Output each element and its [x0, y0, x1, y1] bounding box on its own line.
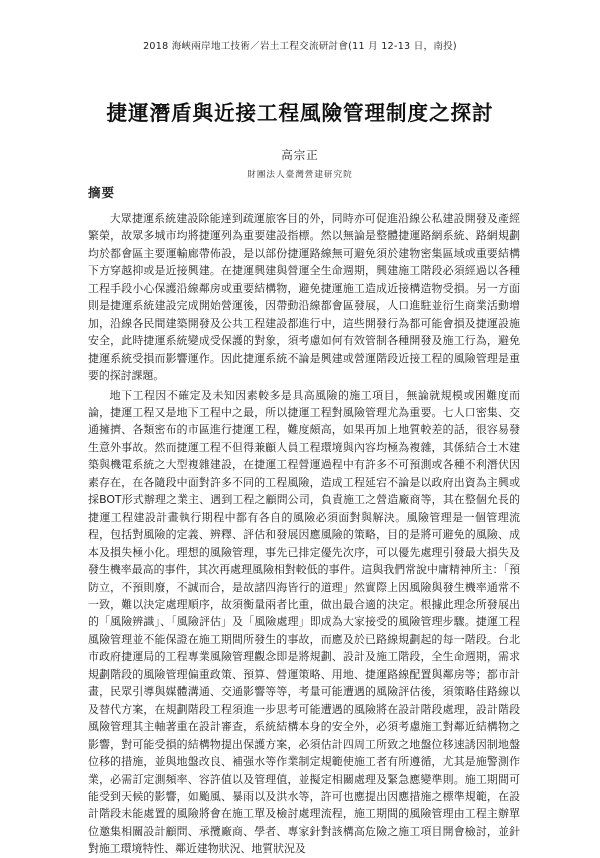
abstract-heading: 摘要 — [88, 185, 116, 200]
author-name: 高宗正 — [281, 148, 319, 162]
abstract-paragraph-1: 大眾捷運系統建設除能達到疏運旅客目的外，同時亦可促進沿線公私建設開發及產經繁榮，故眾多城市均將捷運列為重要建設指標。然以無論是整體捷運路網系統、路網規劃均於都會區主要運輸廊帶佈設，是以部份捷運路線無可避免須於建物密集區域或重要結構下方穿越抑或是近接興建。在捷運興建與營運全生命週期，興建施工階段必須經過以各種工程手段小心保護沿線鄰房或重要結構物，避免捷運施工造成近接構造物受損。另一方面則是捷運系統建設完成開始營運後，因帶動沿線都會區發展，人口進駐並衍生商業活動增加，沿線各民間建築開發及公共工程建設都進行中，這些開發行為都可能會損及捷運設施安全，此時捷運系統變成受保護的對象，須考慮如何有效管制各種開發及施工行為，避免捷運系統受損而影響運作。因此捷運系統不論是興建或營運階段近接工程的風險管理是重要的探討課題。 — [88, 212, 520, 383]
running-header: 2018 海峽兩岸地工技術／岩土工程交流研討會(11 月 12-13 日，南投) — [143, 41, 457, 52]
abstract-body — [88, 210, 520, 856]
paper-title: 捷運潛盾與近接工程風險管理制度之探討 — [106, 101, 494, 125]
abstract-paragraph-2: 地下工程因不確定及未知因素較多是具高風險的施工項目，無論就規模或困難度而論，捷運工程又是地下工程中之最，所以捷運工程對風險管理尤為重要。七人口密集、交通擁擠、各類密布的市區進行捷運工程，難度頗高，如果再加上地質較差的話，很容易發生意外事故。然而捷運工程不但得兼顧人員工程環境與內容均極為複雜，其係結合土木建築與機電系統之大型複雜建設，在捷運工程營運過程中有許多不可預測或各種不利潛伏因素存在，在各隨段中面對許多不同的工程風險，造成工程延宕不論是以政府出資為主興或採BOT形式辦理之業主、遇到工程之顧問公司，負責施工之營造廠商等，其在整個允長的捷運工程建設計畫執行期程中都有各自的風險必須面對與解決。風險管理是一個管理流程，包括對風險的定義、辨釋、評估和發展因應風險的策略，目的是將可避免的風險、成本及損失極小化。理想的風險管理，事先已排定優先次序，可以優先處理引發最大損失及發生機率最高的事件，其次再處理風險相對較低的事件。這與我們常說中庸精神所主：「預防立，不預則廢，不誠而合，是故諸四海皆行的道理」然實際上因風險與發生機率通常不一致，難以決定處理順序，故須衡量兩者比重，做出最合適的決定。根據此理念所發展出的「風險辨識」、「風險評估」及「風險處理」即成為大家接受的風險管理步驟。捷運工程風險管理並不能保證在施工期間所發生的事故，而應及於已路線規劃起的每一階段。台北市政府捷運局的工程專業風險管理觀念即是將規劃、設計及施工階段，全生命週期，需求規劃階段的風險管理偏重政策、預算、營運策略、用地、捷運路線配置與鄰房等；都市計畫，民眾引導與媒體溝通、交通影響等等，考量可能遭遇的風險評估後，須策略佳路線以及替代方案，在規劃階段工程須進一步思考可能遭遇的風險將在設計階段處理，設計階段風險管理其主軸著重在設計審查，系統結構本身的安全外，必須考慮施工對鄰近結構物之影響，對可能受損的結構物提出保護方案，必須估計四周工所致之地盤位移速誘因制地盤位移的措施，並與地盤改良、補强水等作業制定規範使施工者有所遵循，尤其是施警測作業，必需訂定測頻率、容許值以及管理值，並擬定相關處理及緊急應變準則。施工期間可能受到天候的影響，如颱風、暴雨以及洪水等，許可也應提出因應措施之標準規範，在設計階段未能處置的風險將會在施工單及檢討處理流程，施工期間的風險管理由工程主辦單位邀集相關設計顧問、承攬廠商、學者、專家針對該構高危險之施工項目開會檢討，並針對施工環境特性、鄰近建物狀況、地質狀況及 — [88, 388, 520, 856]
author-affiliation: 財團法人臺灣營建研究院 — [247, 170, 353, 180]
